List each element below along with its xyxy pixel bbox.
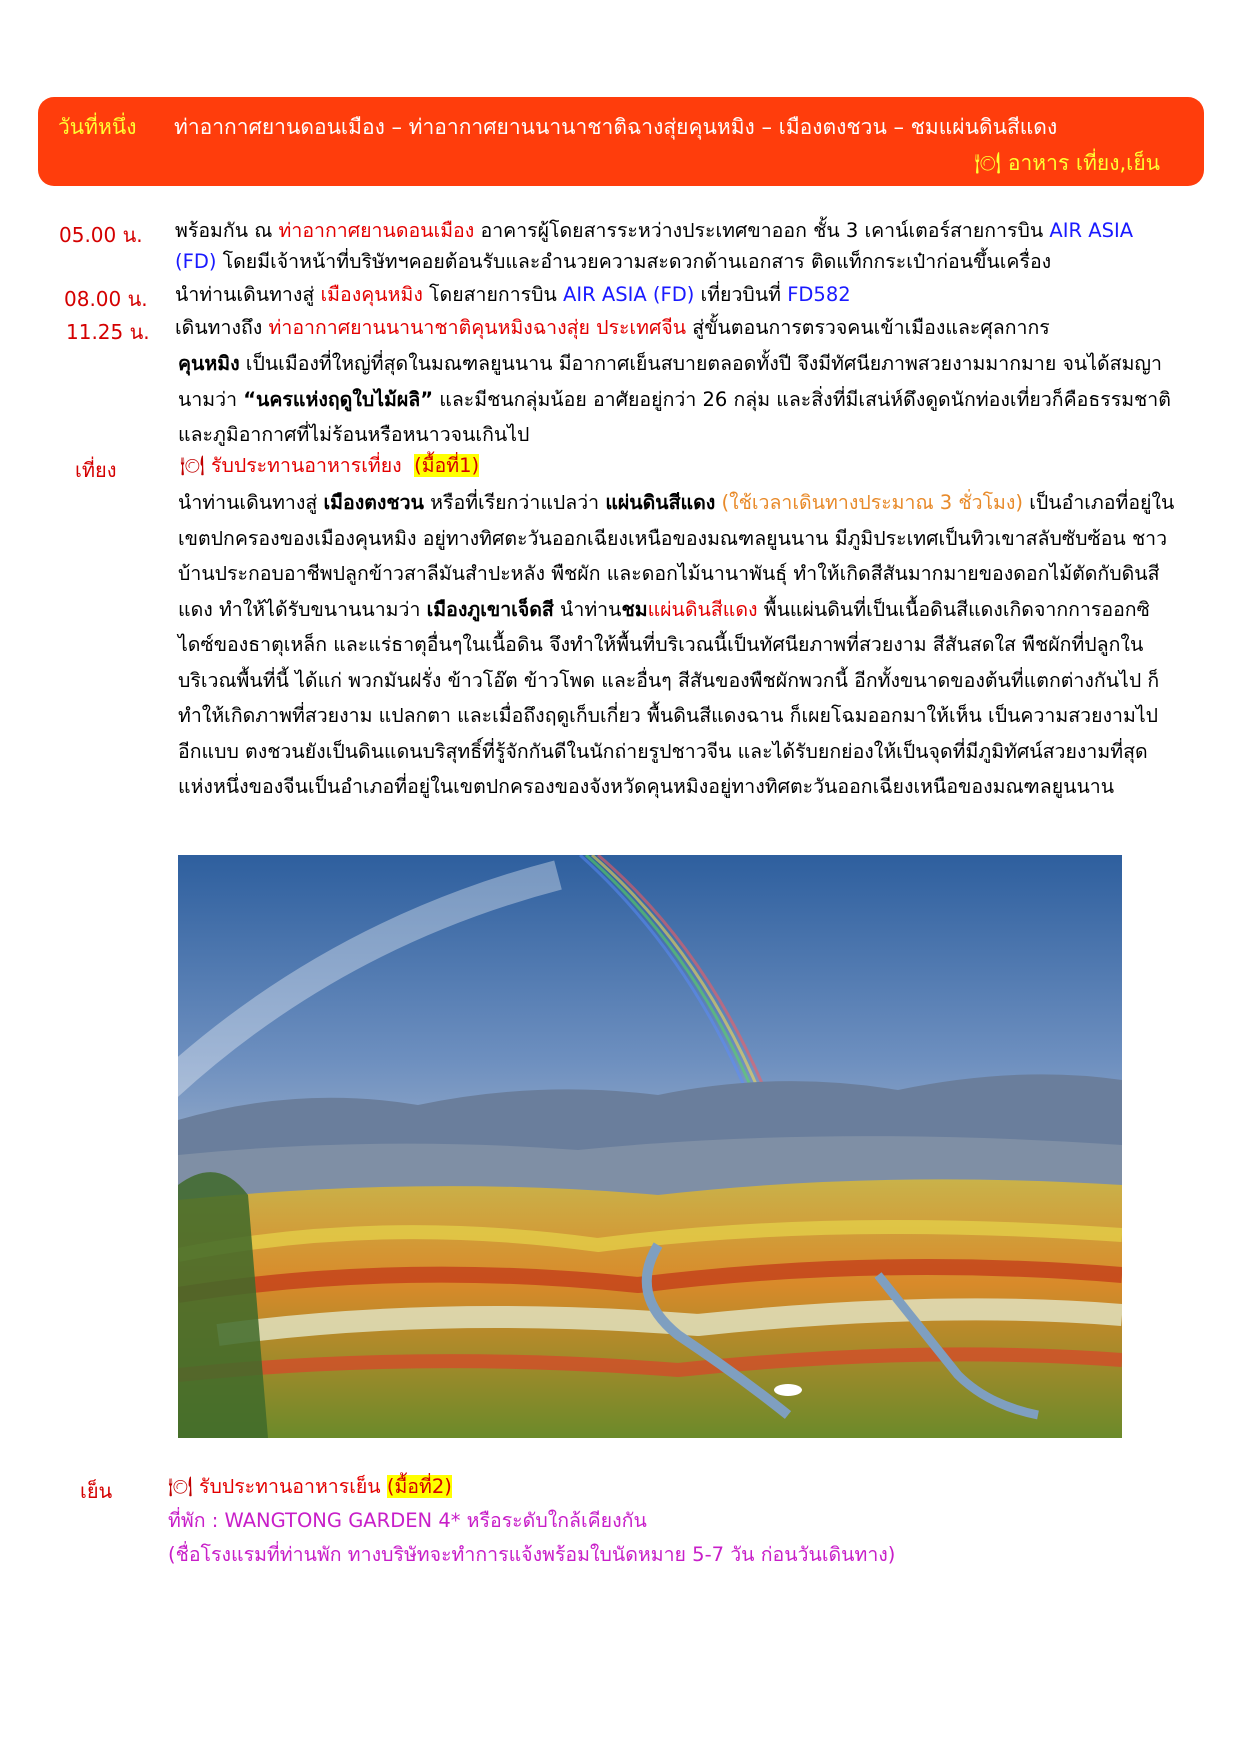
schedule-0500-line2 <box>175 252 1051 272</box>
lunch-text: รับประทานอาหารเที่ยง <box>210 454 402 477</box>
kunming-description <box>178 346 1178 453</box>
time-lunch: เที่ยง <box>75 458 117 482</box>
travel-duration: (ใช้เวลาเดินทางประมาณ 3 ชั่วโมง) <box>721 491 1024 514</box>
flight-number: FD582 <box>787 283 851 306</box>
dinner-text: รับประทานอาหารเย็น <box>198 1475 387 1498</box>
meals-summary <box>975 147 1160 180</box>
text: พื้นแผ่นดินที่เป็นเนื้อดินสีแดงเกิดจากการออกซิไดซ์ของธาตุเหล็ก และแร่ธาตุอื่นๆในเนื้อดิน จึงทำให้พื้นที่บริเวณนี้เป็นทัศนียภาพที่สวยงาม สีสันสดใส พืชผักที่ปลูกในบริเวณพื้นที่นี้ ได้แก่ พวกมันฝรั่ง ข้าวโอ๊ต ข้าวโพด และอื่นๆ สีสันของพืชผักพวกนี้ อีกทั้งขนาดของต้นที่แตกต่างกันไป ก็ทำให้เกิดภาพที่สวยงาม แปลกตา และเมื่อถึงฤดูเก็บเกี่ยว พื้นดินสีแดงฉาน ก็เผยโฉมออกมาให้เห็น เป็นความสวยงามไปอีกแบบ ตงชวนยังเป็นดินแดนบริสุทธิ์ที่รู้จักกันดีในนักถ่ายรูปชาวจีน และได้รับยกย่องให้เป็นจุดที่มีภูมิทัศน์สวยงามที่สุดแห่งหนึ่งของจีนเป็นอำเภอที่อยู่ในเขตปกครองของจังหวัดคุนหมิงอยู่ทางทิศตะวันออกเฉียงเหนือของมณฑลยูนนาน <box>178 597 1160 798</box>
airline-name: AIR ASIA <box>1049 219 1134 242</box>
seven-color-mountain: เมืองภูเขาเจ็ดสี <box>426 597 554 621</box>
hotel-note: (ชื่อโรงแรมที่ท่านพัก ทางบริษัทจะทำการแจ้งพร้อมใบนัดหมาย 5-7 วัน ก่อนวันเดินทาง) <box>168 1543 896 1566</box>
route-title: ท่าอากาศยานดอนเมือง – ท่าอากาศยานนานาชาติฉางสุ่ยคุนหมิง – เมืองตงชวน – ชมแผ่นดินสีแดง <box>174 115 1058 139</box>
time-0800: 08.00 น. <box>64 287 148 311</box>
dinner-line <box>168 1477 452 1497</box>
day-header-banner <box>38 97 1204 186</box>
airline-name: AIR ASIA (FD) <box>563 283 695 306</box>
text: นำท่านเดินทางสู่ <box>175 283 321 306</box>
text: นำท่านเดินทางสู่ <box>178 491 324 514</box>
meal-icon: 🍽 <box>168 1475 193 1498</box>
text: เป็นเมืองที่ใหญ่ที่สุดในมณฑลยูนนาน มีอากาศเย็นสบายตลอดทั้งปี จึงมีทัศนียภาพสวยงามมากมาย จนได้สมญานามว่า <box>178 352 1162 411</box>
meals-text: อาหาร เที่ยง,เย็น <box>1007 151 1160 175</box>
meal-number-badge: (มื้อที่1) <box>414 454 480 477</box>
text: เที่ยวบินที่ <box>694 283 788 306</box>
schedule-0500-line1 <box>175 221 1133 241</box>
text: และมีชนกลุ่มน้อย อาศัยอยู่กว่า 26 กลุ่ม และสิ่งที่มีเสน่ห์ดึงดูดนักท่องเที่ยวก็คือธรรมชาติและภูมิอากาศที่ไม่ร้อนหรือหนาวจนเกินไป <box>178 387 1171 446</box>
meal-icon: 🍽 <box>974 151 1002 175</box>
dongchuan-description <box>178 485 1178 805</box>
kunming-airport: ท่าอากาศยานนานาชาติคุนหมิงฉางสุ่ย ประเทศจีน <box>268 316 687 339</box>
text: สู่ขั้นตอนการตรวจคนเข้าเมืองและศุลกากร <box>686 316 1050 339</box>
text: โดยสายการบิน <box>422 283 564 306</box>
red-land-highlight: แผ่นดินสีแดง <box>647 597 758 621</box>
schedule-1125 <box>175 318 1050 338</box>
don-mueang-airport: ท่าอากาศยานดอนเมือง <box>278 219 475 242</box>
time-1125: 11.25 น. <box>66 320 150 344</box>
kunming-city: เมืองคุนหมิง <box>320 283 423 306</box>
text: อาคารผู้โดยสารระหว่างประเทศขาออก ชั้น 3 เคาน์เตอร์สายการบิน <box>474 219 1050 242</box>
time-dinner: เย็น <box>80 1479 113 1503</box>
text: พร้อมกัน ณ <box>175 219 279 242</box>
text: เป็นอำเภอที่อยู่ในเขตปกครองของเมืองคุนหมิง อยู่ทางทิศตะวันออกเฉียงเหนือของมณฑลยูนนาน มีภูมิประเทศเป็นทิวเขาสลับซับซ้อน ชาวบ้านประกอบอาชีพปลูกข้าวสาลีมันสำปะหลัง พืชผัก และดอกไม้นานาพันธุ์ ทำให้เกิดสีสันมากมายของดอกไม้ตัดกับดินสีแดง ทำให้ได้รับขนานนามว่า <box>178 491 1175 621</box>
text: นำท่าน <box>553 597 622 621</box>
airline-code: (FD) <box>175 250 217 273</box>
meal-number-badge: (มื้อที่2) <box>386 1475 452 1498</box>
hotel-info: ที่พัก : WANGTONG GARDEN 4* หรือระดับใกล้เคียงกัน <box>168 1509 647 1532</box>
lunch-line <box>180 456 479 476</box>
dongchuan-landscape-photo <box>178 855 1122 1438</box>
dongchuan-city: เมืองตงชวน <box>323 491 424 514</box>
schedule-0800 <box>175 285 851 305</box>
red-land: แผ่นดินสีแดง <box>605 491 716 514</box>
text: หรือที่เรียกว่าแปลว่า <box>423 491 606 514</box>
time-0500: 05.00 น. <box>59 223 143 247</box>
kunming-bold: คุนหมิง <box>178 352 240 375</box>
meal-icon: 🍽 <box>180 454 205 477</box>
text: โดยมีเจ้าหน้าที่บริษัทฯคอยต้อนรับและอำนวยความสะดวกด้านเอกสาร ติดแท็กกระเป๋าก่อนขึ้นเครื่อง <box>216 250 1052 273</box>
visit-word: ชม <box>621 597 648 621</box>
text: เดินทางถึง <box>175 316 269 339</box>
city-of-spring: “นครแห่งฤดูใบไม้ผลิ” <box>243 387 434 411</box>
day-label: วันที่หนึ่ง <box>58 115 137 139</box>
